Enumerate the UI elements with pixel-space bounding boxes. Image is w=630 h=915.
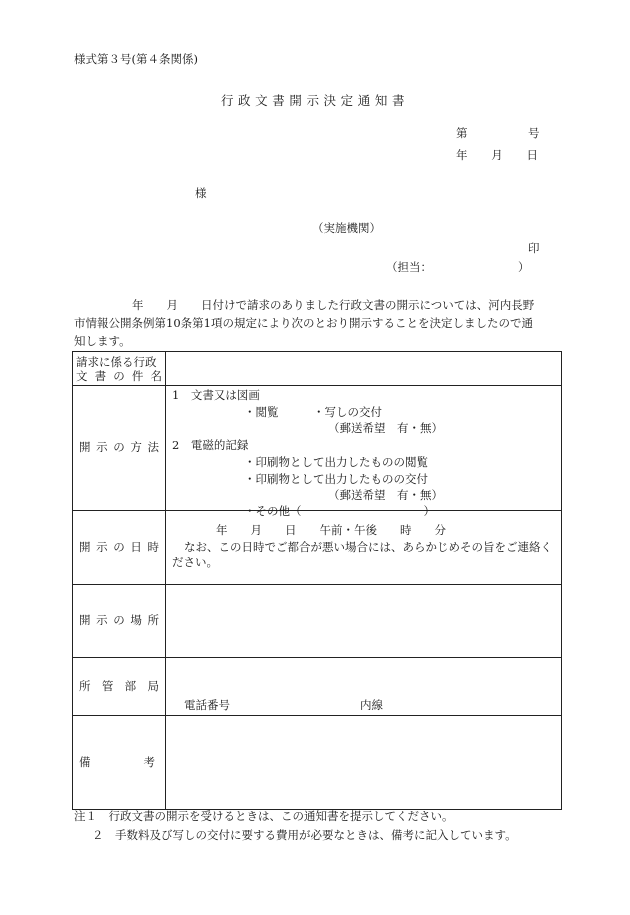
row-method: [73, 386, 562, 511]
contact-close: ）: [518, 260, 530, 274]
value-department: [166, 658, 562, 716]
form-number: 様式第３号(第４条関係): [74, 52, 198, 66]
label-char: 書: [94, 368, 107, 383]
label-char: 名: [150, 368, 162, 383]
row-datetime: [73, 511, 562, 585]
label-char: の: [113, 539, 125, 554]
issue-date: [456, 150, 538, 162]
issuing-agency: （実施機関）: [312, 221, 381, 235]
label-char: の: [113, 368, 125, 383]
label-char: 方: [130, 440, 142, 455]
phone-number-label: 電話番号: [184, 698, 230, 712]
label-char: 日: [130, 539, 142, 554]
row-remarks: [73, 716, 562, 810]
label-department: [73, 658, 166, 716]
label-char: 場: [130, 613, 142, 628]
label-method: [73, 386, 166, 511]
method-other-close: ）: [423, 504, 435, 518]
method-item-2: 2 電磁的記録: [172, 438, 249, 452]
doc-number-prefix: 第: [456, 126, 468, 140]
contact-person: [386, 262, 530, 274]
label-char: 示: [96, 440, 108, 455]
value-method: [166, 386, 562, 518]
row-subject: [73, 352, 562, 386]
label-char: 備: [79, 754, 91, 769]
label-subject-line1: 請求に係る行政: [76, 354, 157, 369]
label-char: 開: [79, 539, 91, 554]
doc-number-suffix: 号: [528, 126, 540, 140]
label-char: 法: [147, 440, 159, 455]
value-subject[interactable]: [166, 352, 562, 386]
value-remarks[interactable]: [166, 716, 562, 810]
seal-mark: 印: [528, 241, 540, 255]
method-item-2-view[interactable]: ・印刷物として出力したものの閲覧: [244, 455, 428, 469]
label-char: 開: [79, 613, 91, 628]
row-department: [73, 658, 562, 716]
label-char: 局: [147, 678, 159, 693]
label-char: 管: [101, 678, 114, 693]
datetime-note-line2: ださい。: [172, 555, 218, 569]
label-char: 開: [79, 440, 91, 455]
label-datetime: [73, 511, 166, 585]
contact-open: （担当：: [386, 260, 432, 274]
label-char: 部: [124, 678, 137, 693]
label-char: 考: [143, 754, 155, 769]
label-remarks: [73, 716, 166, 810]
note-2: ２ 手数料及び写しの交付に要する費用が必要なときは、備考に記入しています。: [92, 828, 517, 842]
label-char: 示: [96, 539, 108, 554]
intro-line-3: 知します。: [74, 334, 131, 348]
disclosure-table: [72, 351, 562, 810]
label-subject: [73, 352, 166, 386]
method-item-2-copy[interactable]: ・印刷物として出力したものの交付: [244, 472, 428, 486]
document-title: 行政文書開示決定通知書: [220, 93, 410, 108]
label-char: 時: [147, 539, 159, 554]
label-subject-line2: [76, 369, 162, 383]
intro-line-2: 市情報公開条例第10条第1項の規定により次のとおり開示することを決定しましたので通: [74, 316, 533, 330]
method-mail-option-1[interactable]: （郵送希望 有・無）: [328, 421, 443, 435]
label-place: [73, 585, 166, 658]
intro-paragraph: [74, 296, 564, 350]
label-char: 所: [147, 613, 159, 628]
method-mail-option-2[interactable]: （郵送希望 有・無）: [328, 488, 443, 502]
label-char: 件: [131, 368, 144, 383]
label-char: の: [113, 613, 125, 628]
date-month: 月: [491, 148, 503, 162]
method-item-1: 1 文書又は図画: [172, 388, 260, 402]
label-char: の: [113, 440, 125, 455]
addressee-honorific: 様: [195, 186, 207, 200]
date-year: 年: [456, 148, 468, 162]
method-other-label: ・その他（: [244, 504, 302, 518]
note-1: 注１ 行政文書の開示を受けるときは、この通知書を提示してください。: [74, 809, 454, 823]
datetime-note-line1: なお、この日時でご都合が悪い場合には、あらかじめその旨をご連絡く: [184, 540, 552, 554]
datetime-fields[interactable]: 年 月 日 午前・午後 時 分: [216, 523, 446, 537]
label-char: 文: [76, 368, 88, 383]
intro-line-1: 年 月 日付けで請求のありました行政文書の開示については、河内長野: [132, 298, 535, 312]
label-char: 示: [96, 613, 108, 628]
date-day: 日: [526, 148, 538, 162]
method-item-1-options[interactable]: ・閲覧 ・写しの交付: [244, 405, 382, 419]
extension-label: 内線: [360, 698, 383, 712]
value-datetime: [166, 511, 562, 585]
row-place: [73, 585, 562, 658]
label-char: 所: [79, 678, 91, 693]
value-place[interactable]: [166, 585, 562, 658]
